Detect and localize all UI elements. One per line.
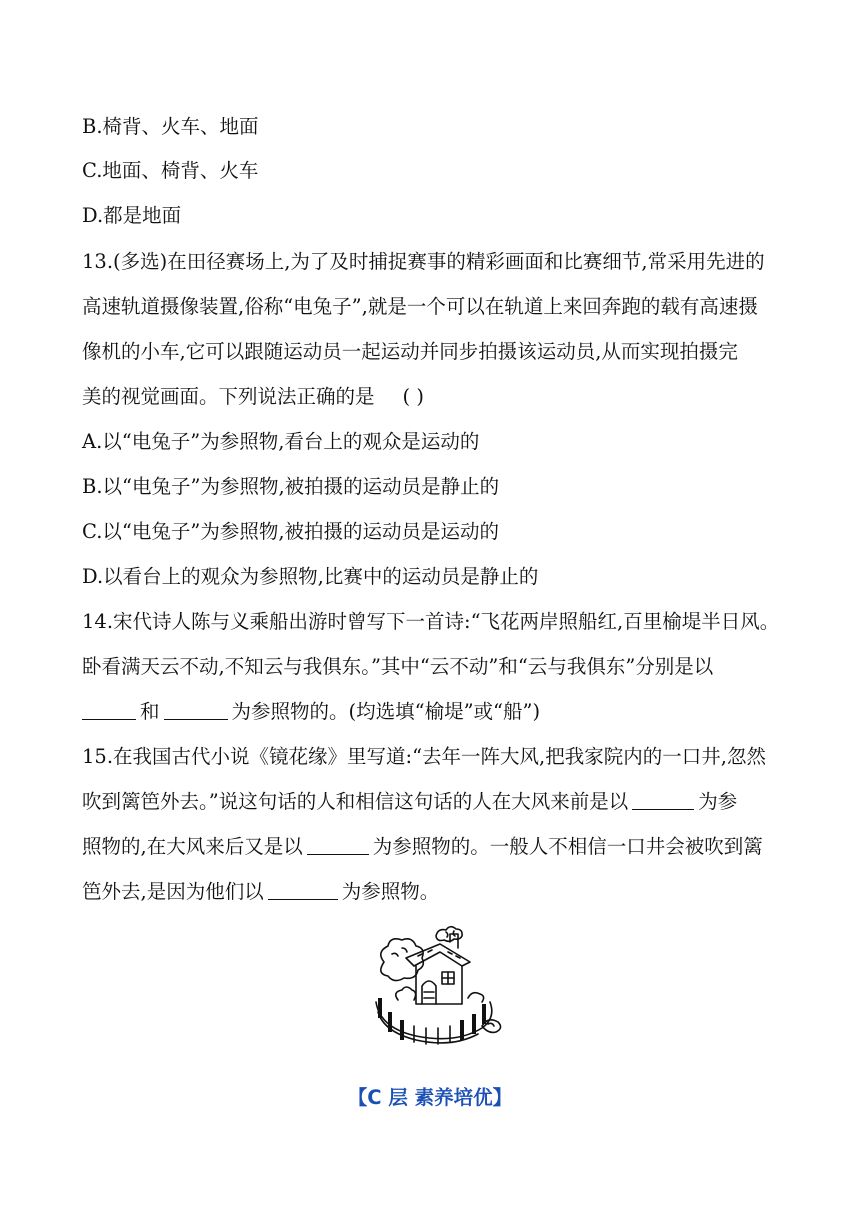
answer-blank-1[interactable] (82, 699, 136, 720)
q15-line4 (82, 878, 439, 906)
q14-and: 和 (140, 700, 160, 723)
answer-blank-2[interactable] (164, 699, 228, 720)
q14-line2: 卧看满天云不动,不知云与我俱东。”其中“云不动”和“云与我俱东”分别是以 (82, 655, 714, 678)
q15-line2 (82, 788, 737, 816)
q14-line3 (82, 698, 540, 726)
q14-line1: 14.宋代诗人陈与义乘船出游时曾写下一首诗:“飞花两岸照船红,百里榆堤半日风。 (82, 610, 780, 633)
q13-option-c: C.以“电兔子”为参照物,被拍摄的运动员是运动的 (82, 520, 500, 543)
q15-line2-start: 吹到篱笆外去。”说这句话的人和相信这句话的人在大风来前是以 (82, 790, 629, 813)
q13-stem-line3: 像机的小车,它可以跟随运动员一起运动并同步拍摄该运动员,从而实现拍摄完 (82, 340, 738, 363)
q15-line4-end: 为参照物。 (341, 880, 440, 903)
q15-line1: 15.在我国古代小说《镜花缘》里写道:“去年一阵大风,把我家院内的一口井,忽然 (82, 745, 766, 768)
q13-option-b: B.以“电兔子”为参照物,被拍摄的运动员是静止的 (82, 475, 500, 498)
house-fence-illustration (358, 922, 504, 1052)
q13-stem-text: 美的视觉画面。下列说法正确的是 (82, 385, 375, 408)
q13-stem-line4 (82, 383, 424, 411)
answer-paren: ( ) (402, 385, 424, 408)
q15-line3-end: 为参照物的。一般人不相信一口井会被吹到篱 (372, 835, 763, 858)
answer-blank-5[interactable] (268, 879, 338, 900)
q15-line3-start: 照物的,在大风来后又是以 (82, 835, 303, 858)
q12-option-d: D.都是地面 (82, 204, 182, 227)
q15-line4-start: 笆外去,是因为他们以 (82, 880, 264, 903)
q15-line3 (82, 833, 763, 861)
q12-option-b: B.椅背、火车、地面 (82, 115, 259, 138)
q12-option-c: C.地面、椅背、火车 (82, 159, 259, 182)
q14-end: 为参照物的。(均选填“榆堤”或“船”) (231, 700, 541, 723)
section-header: 【C 层 素养培优】 (347, 1086, 513, 1109)
q13-option-d: D.以看台上的观众为参照物,比赛中的运动员是静止的 (82, 565, 539, 588)
q13-option-a: A.以“电兔子”为参照物,看台上的观众是运动的 (82, 430, 480, 453)
answer-blank-3[interactable] (632, 789, 694, 810)
q13-stem-line1: 13.(多选)在田径赛场上,为了及时捕捉赛事的精彩画面和比赛细节,常采用先进的 (82, 250, 765, 273)
q15-line2-end: 为参 (698, 790, 738, 813)
q13-stem-line2: 高速轨道摄像装置,俗称“电兔子”,就是一个可以在轨道上来回奔跑的载有高速摄 (82, 295, 758, 318)
answer-blank-4[interactable] (307, 834, 369, 855)
